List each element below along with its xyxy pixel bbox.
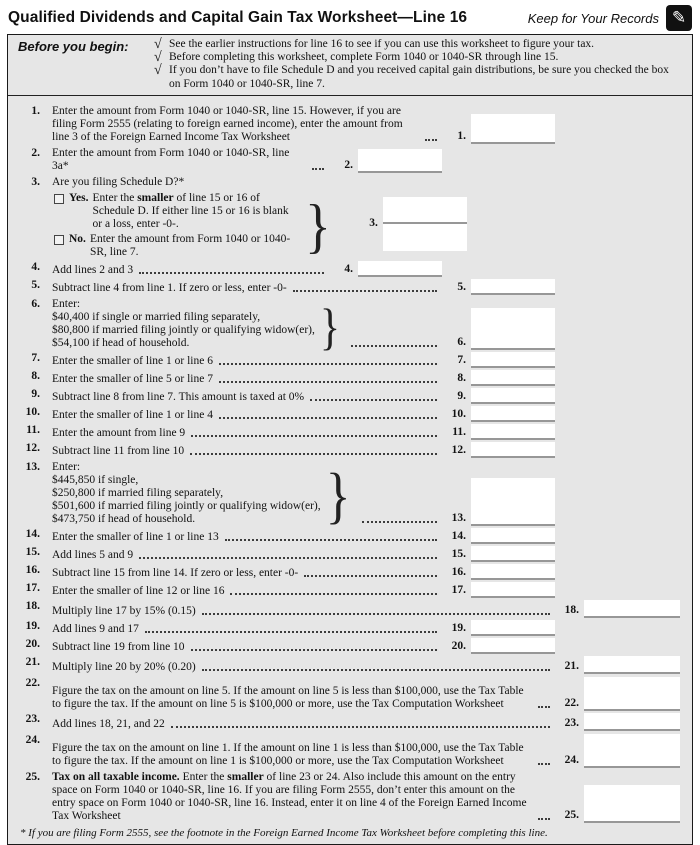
dot-leader	[171, 726, 550, 728]
line-10-entry-box[interactable]	[471, 406, 555, 422]
before-you-begin-section	[8, 35, 692, 96]
line-10-row	[20, 406, 680, 422]
line-9-entry-box[interactable]	[471, 388, 555, 404]
dot-leader	[202, 613, 550, 615]
line-4-entry-box[interactable]	[358, 261, 442, 277]
line-18-entry-box[interactable]	[584, 600, 680, 618]
line-11-entry	[442, 424, 555, 440]
line-15-entry	[442, 546, 555, 562]
line-19-row	[20, 620, 680, 636]
line-12-entry-box[interactable]	[471, 442, 555, 458]
column-spacer	[555, 385, 680, 386]
line-12-number: 12.	[25, 441, 40, 454]
dot-leader	[230, 593, 437, 595]
line-2-row	[20, 147, 680, 173]
line-21-content	[52, 661, 555, 674]
line-11-entry-label: 11.	[452, 425, 466, 438]
line-11-content	[52, 427, 442, 440]
line-23-entry	[555, 713, 680, 731]
column-spacer	[555, 294, 680, 295]
dot-leader	[538, 706, 550, 708]
page-header	[0, 0, 700, 34]
line-7-row	[20, 352, 680, 368]
line-5-entry	[442, 279, 555, 295]
dot-leader	[351, 345, 437, 347]
line-7-text: Enter the smaller of line 1 or line 6	[52, 354, 213, 367]
line-6-amount-option: $40,400 if single or married filing separately,	[52, 310, 261, 323]
line-23-row	[20, 713, 680, 731]
line-9-row	[20, 388, 680, 404]
line-19-number: 19.	[25, 619, 40, 632]
line-24-entry-box[interactable]	[584, 734, 680, 768]
line-19-content	[52, 623, 442, 636]
line-11-text: Enter the amount from line 9	[52, 426, 186, 439]
line-19-entry-box[interactable]	[471, 620, 555, 636]
line-24-text: Figure the tax on the amount on line 1. If the amount on line 1 is less than $100,000, use the Tax Table to figure the tax. If the amount on line 1 is $100,000 or more, use the Tax Computation Worksheet	[52, 741, 524, 767]
line-3-content	[52, 176, 680, 259]
line-6-content	[52, 297, 442, 356]
line-5-number: 5.	[31, 278, 40, 291]
column-spacer	[555, 635, 680, 636]
column-spacer	[555, 561, 680, 562]
checkbox-no-icon[interactable]	[54, 235, 64, 245]
line-8-row	[20, 370, 680, 386]
line-4-text: Add lines 2 and 3	[52, 263, 134, 276]
line-21-entry	[555, 656, 680, 674]
line-10-text: Enter the smaller of line 1 or line 4	[52, 408, 213, 421]
before-you-begin-text: Before completing this worksheet, complete Form 1040 or 1040-SR through line 15.	[169, 51, 559, 64]
line-10-content	[52, 409, 442, 422]
line-9-entry-label: 9.	[457, 389, 466, 402]
before-you-begin-items	[154, 38, 682, 91]
line-20-entry-box[interactable]	[471, 638, 555, 654]
line-23-content	[52, 718, 555, 731]
line-5-row	[20, 279, 680, 295]
line-1-entry-label: 1.	[457, 129, 466, 142]
line-4-number: 4.	[31, 260, 40, 273]
line-21-number: 21.	[25, 655, 40, 668]
before-you-begin-text: See the earlier instructions for line 16 to see if you can use this worksheet to figure your tax.	[169, 38, 595, 50]
line-14-entry	[442, 528, 555, 544]
option-text: Enter the smaller of line 15 or 16 of Schedule D. If either line 15 or 16 is blank or a loss, enter -0-.	[92, 191, 289, 230]
dot-leader	[191, 649, 437, 651]
line-16-row	[20, 564, 680, 580]
line-20-number: 20.	[25, 637, 40, 650]
pencil-glyph: ✎	[671, 8, 687, 27]
line-17-entry-label: 17.	[451, 583, 466, 596]
line-4-row	[20, 261, 680, 277]
line-22-text: Figure the tax on the amount on line 5. If the amount on line 5 is less than $100,000, use the Tax Table to figure the tax. If the amount on line 5 is $100,000 or more, use the Tax Computation Worksheet	[52, 684, 524, 710]
line-21-entry-box[interactable]	[584, 656, 680, 674]
line-3-entry-box-lower[interactable]	[383, 224, 467, 251]
line-6-intro: Enter:	[52, 297, 81, 310]
line-2-content	[52, 147, 329, 173]
keep-for-records-label: Keep for Your Records	[527, 10, 659, 26]
line-7-number: 7.	[31, 351, 40, 364]
line-8-entry	[442, 370, 555, 386]
line-10-entry-label: 10.	[451, 407, 466, 420]
dot-leader	[145, 631, 437, 633]
brace-glyph: }	[319, 300, 341, 356]
dot-leader	[219, 381, 437, 383]
line-18-content	[52, 605, 555, 618]
line-3-options	[52, 190, 680, 259]
line-6-number: 6.	[31, 297, 40, 310]
line-17-row	[20, 582, 680, 598]
line-15-entry-box[interactable]	[471, 546, 555, 562]
line-4-entry-label: 4.	[344, 262, 353, 275]
line-17-entry	[442, 582, 555, 598]
line-10-entry	[442, 406, 555, 422]
before-you-begin-item	[154, 51, 682, 64]
line-20-content	[52, 641, 442, 654]
line-25-number: 25.	[25, 770, 40, 783]
dot-leader	[538, 763, 550, 765]
line-6-amount-choices	[52, 298, 315, 350]
line-23-entry-label: 23.	[564, 716, 579, 729]
line-6-amount-option: $54,100 if head of household.	[52, 336, 190, 349]
line-1-number: 1.	[31, 104, 40, 117]
column-spacer	[442, 276, 555, 277]
line-3-question: Are you filing Schedule D?*	[52, 175, 185, 188]
dot-leader	[312, 168, 324, 170]
line-1-row	[20, 105, 680, 144]
line-14-entry-label: 14.	[451, 529, 466, 542]
line-13-amount-choices	[52, 461, 321, 526]
line-19-entry-label: 19.	[451, 621, 466, 634]
line-1-content	[52, 105, 442, 144]
brace-glyph: }	[305, 192, 331, 260]
line-15-content	[52, 549, 442, 562]
line-20-entry	[442, 638, 555, 654]
line-3-option-no	[52, 233, 300, 259]
line-13-content	[52, 460, 442, 531]
column-spacer	[555, 597, 680, 598]
line-5-entry-box[interactable]	[471, 279, 555, 295]
line-22-number: 22.	[25, 676, 40, 689]
line-14-content	[52, 531, 442, 544]
line-25-content	[52, 771, 555, 823]
line-22-row	[20, 677, 680, 711]
line-21-row	[20, 656, 680, 674]
line-2-number: 2.	[31, 146, 40, 159]
line-13-amount-option: $473,750 if head of household.	[52, 512, 196, 525]
line-14-entry-box[interactable]	[471, 528, 555, 544]
line-8-text: Enter the smaller of line 5 or line 7	[52, 372, 213, 385]
header-right	[528, 5, 692, 31]
line-19-entry	[442, 620, 555, 636]
line-9-content	[52, 391, 442, 404]
option-prefix: Yes.	[69, 191, 89, 204]
line-16-entry	[442, 564, 555, 580]
line-6-entry-box[interactable]	[471, 308, 555, 350]
check-icon: √	[154, 63, 162, 79]
line-6-entry-label: 6.	[457, 335, 466, 348]
line-13-entry-label: 13.	[451, 511, 466, 524]
line-24-entry	[555, 734, 680, 768]
line-1-entry-box[interactable]	[471, 114, 555, 144]
line-24-number: 24.	[25, 733, 40, 746]
line-13-intro: Enter:	[52, 460, 81, 473]
line-8-content	[52, 373, 442, 386]
dot-leader	[310, 399, 437, 401]
line-22-entry-box[interactable]	[584, 677, 680, 711]
line-3-entry-label: 3.	[369, 217, 378, 230]
line-17-number: 17.	[25, 581, 40, 594]
column-spacer	[442, 172, 555, 173]
line-18-text: Multiply line 17 by 15% (0.15)	[52, 604, 196, 617]
brace-glyph: }	[325, 462, 351, 531]
line-10-number: 10.	[25, 405, 40, 418]
before-you-begin-item	[154, 38, 682, 51]
line-13-amount-option: $501,600 if married filing jointly or qualifying widow(er),	[52, 499, 321, 512]
line-23-number: 23.	[25, 712, 40, 725]
line-7-entry-label: 7.	[457, 353, 466, 366]
line-2-text: Enter the amount from Form 1040 or 1040-SR, line 3a*	[52, 146, 290, 172]
dot-leader	[362, 521, 437, 523]
column-spacer	[555, 579, 680, 580]
option-text: Enter the amount from Form 1040 or 1040-SR, line 7.	[89, 232, 291, 258]
line-12-entry-label: 12.	[451, 443, 466, 456]
check-icon: √	[154, 50, 162, 66]
line-7-content	[52, 355, 442, 368]
line-24-content	[52, 742, 555, 768]
line-14-text: Enter the smaller of line 1 or line 13	[52, 530, 219, 543]
line-3-entry	[354, 197, 467, 251]
dot-leader	[538, 818, 550, 820]
line-25-entry	[555, 785, 680, 823]
line-2-entry-label: 2.	[344, 158, 353, 171]
check-icon: √	[154, 37, 162, 52]
before-you-begin-text: If you don’t have to file Schedule D and you received capital gain distributions, be sure you checked the box on Form 1040 or 1040-SR, line 7.	[169, 64, 669, 90]
column-spacer	[555, 276, 680, 277]
line-15-text: Add lines 5 and 9	[52, 548, 134, 561]
line-15-entry-label: 15.	[451, 547, 466, 560]
line-16-text: Subtract line 15 from line 14. If zero or less, enter -0-	[52, 566, 299, 579]
line-16-entry-label: 16.	[451, 565, 466, 578]
line-4-entry	[329, 261, 442, 277]
line-7-entry	[442, 352, 555, 368]
line-7-entry-box[interactable]	[471, 352, 555, 368]
dot-leader	[304, 575, 437, 577]
option-prefix: No.	[69, 232, 86, 245]
line-3-option-list	[52, 190, 300, 259]
line-6-entry	[442, 308, 555, 350]
worksheet-panel	[7, 34, 693, 845]
line-18-entry	[555, 600, 680, 618]
line-21-entry-label: 21.	[564, 659, 579, 672]
dot-leader	[293, 290, 437, 292]
dot-leader	[425, 139, 437, 141]
column-spacer	[555, 403, 680, 404]
line-22-entry-label: 22.	[564, 696, 579, 709]
dot-leader	[190, 453, 437, 455]
line-6-row	[20, 297, 680, 356]
line-11-row	[20, 424, 680, 440]
line-5-entry-label: 5.	[457, 280, 466, 293]
before-you-begin-label: Before you begin:	[18, 39, 129, 54]
line-18-entry-label: 18.	[564, 603, 579, 616]
line-21-text: Multiply line 20 by 20% (0.20)	[52, 660, 196, 673]
line-8-entry-label: 8.	[457, 371, 466, 384]
line-20-row	[20, 638, 680, 654]
dot-leader	[139, 557, 437, 559]
line-3-number: 3.	[31, 175, 40, 188]
line-25-entry-label: 25.	[564, 808, 579, 821]
line-22-content	[52, 685, 555, 711]
line-11-entry-box[interactable]	[471, 424, 555, 440]
line-18-row	[20, 600, 680, 618]
line-3-row	[20, 176, 680, 259]
line-12-row	[20, 442, 680, 458]
line-13-row	[20, 460, 680, 531]
line-4-content	[52, 264, 329, 277]
line-16-number: 16.	[25, 563, 40, 576]
before-you-begin-item	[154, 64, 682, 90]
line-16-entry-box[interactable]	[471, 564, 555, 580]
line-9-entry	[442, 388, 555, 404]
line-2-entry-box[interactable]	[358, 149, 442, 173]
line-17-entry-box[interactable]	[471, 582, 555, 598]
column-spacer	[555, 349, 680, 350]
line-3-entry-boxes	[383, 197, 467, 251]
line-3-option-yes	[52, 192, 300, 231]
line-5-text: Subtract line 4 from line 1. If zero or less, enter -0-	[52, 281, 287, 294]
line-6-amount-option: $80,800 if married filing jointly or qualifying widow(er),	[52, 323, 315, 336]
line-14-number: 14.	[25, 527, 40, 540]
column-spacer	[555, 543, 680, 544]
line-16-content	[52, 567, 442, 580]
line-8-number: 8.	[31, 369, 40, 382]
column-spacer	[555, 439, 680, 440]
line-24-row	[20, 734, 680, 768]
line-24-entry-label: 24.	[564, 753, 579, 766]
pencil-icon	[666, 5, 692, 31]
line-1-text: Enter the amount from Form 1040 or 1040-SR, line 15. However, if you are filing Form 2555 (relating to foreign earned income), enter the amount from line 3 of the Foreign Earned Income Tax Worksheet	[52, 104, 403, 143]
column-spacer	[555, 653, 680, 654]
footnote: * If you are filing Form 2555, see the footnote in the Foreign Earned Income Tax Worksheet before completing this line.	[20, 826, 548, 839]
column-spacer	[555, 143, 680, 144]
line-25-entry-box[interactable]	[584, 785, 680, 823]
line-25-row	[20, 771, 680, 823]
line-15-row	[20, 546, 680, 562]
line-12-content	[52, 445, 442, 458]
line-13-amount-option: $250,800 if married filing separately,	[52, 486, 224, 499]
line-11-number: 11.	[26, 423, 40, 436]
line-12-text: Subtract line 11 from line 10	[52, 444, 185, 457]
column-spacer	[555, 367, 680, 368]
line-19-text: Add lines 9 and 17	[52, 622, 139, 635]
page-title: Qualified Dividends and Capital Gain Tax Worksheet—Line 16	[8, 9, 468, 26]
line-20-text: Subtract line 19 from line 10	[52, 640, 185, 653]
line-12-entry	[442, 442, 555, 458]
line-3-entry-box-upper[interactable]	[383, 197, 467, 224]
dot-leader	[191, 435, 437, 437]
line-20-entry-label: 20.	[451, 639, 466, 652]
dot-leader	[139, 272, 324, 274]
line-15-number: 15.	[25, 545, 40, 558]
dot-leader	[202, 669, 550, 671]
line-8-entry-box[interactable]	[471, 370, 555, 386]
column-spacer	[555, 172, 680, 173]
line-18-number: 18.	[25, 599, 40, 612]
worksheet-lines	[8, 96, 692, 825]
line-25-text: Tax on all taxable income. Enter the smaller of line 23 or 24. Also include this amount on the entry space on Form 1040 or 1040-SR, line 16. If you are filing Form 2555, don’t enter this amount on the entry space on Form 1040 or 1040-SR, line 16. Instead, enter it on line 4 of the Foreign Earned Income Tax Worksheet	[52, 770, 527, 822]
dot-leader	[219, 363, 437, 365]
line-23-text: Add lines 18, 21, and 22	[52, 717, 165, 730]
line-9-number: 9.	[31, 387, 40, 400]
line-13-amount-option: $445,850 if single,	[52, 473, 139, 486]
line-13-entry-box[interactable]	[471, 478, 555, 526]
line-13-number: 13.	[25, 460, 40, 473]
dot-leader	[225, 539, 437, 541]
line-13-entry	[442, 478, 555, 526]
column-spacer	[555, 457, 680, 458]
line-22-entry	[555, 677, 680, 711]
line-5-content	[52, 282, 442, 295]
column-spacer	[555, 525, 680, 526]
dot-leader	[219, 417, 437, 419]
line-23-entry-box[interactable]	[584, 713, 680, 731]
checkbox-yes-icon[interactable]	[54, 194, 64, 204]
line-9-text: Subtract line 8 from line 7. This amount is taxed at 0%	[52, 390, 305, 403]
line-17-content	[52, 585, 442, 598]
line-1-entry	[442, 114, 555, 144]
line-17-text: Enter the smaller of line 12 or line 16	[52, 584, 225, 597]
line-2-entry	[329, 149, 442, 173]
column-spacer	[555, 421, 680, 422]
